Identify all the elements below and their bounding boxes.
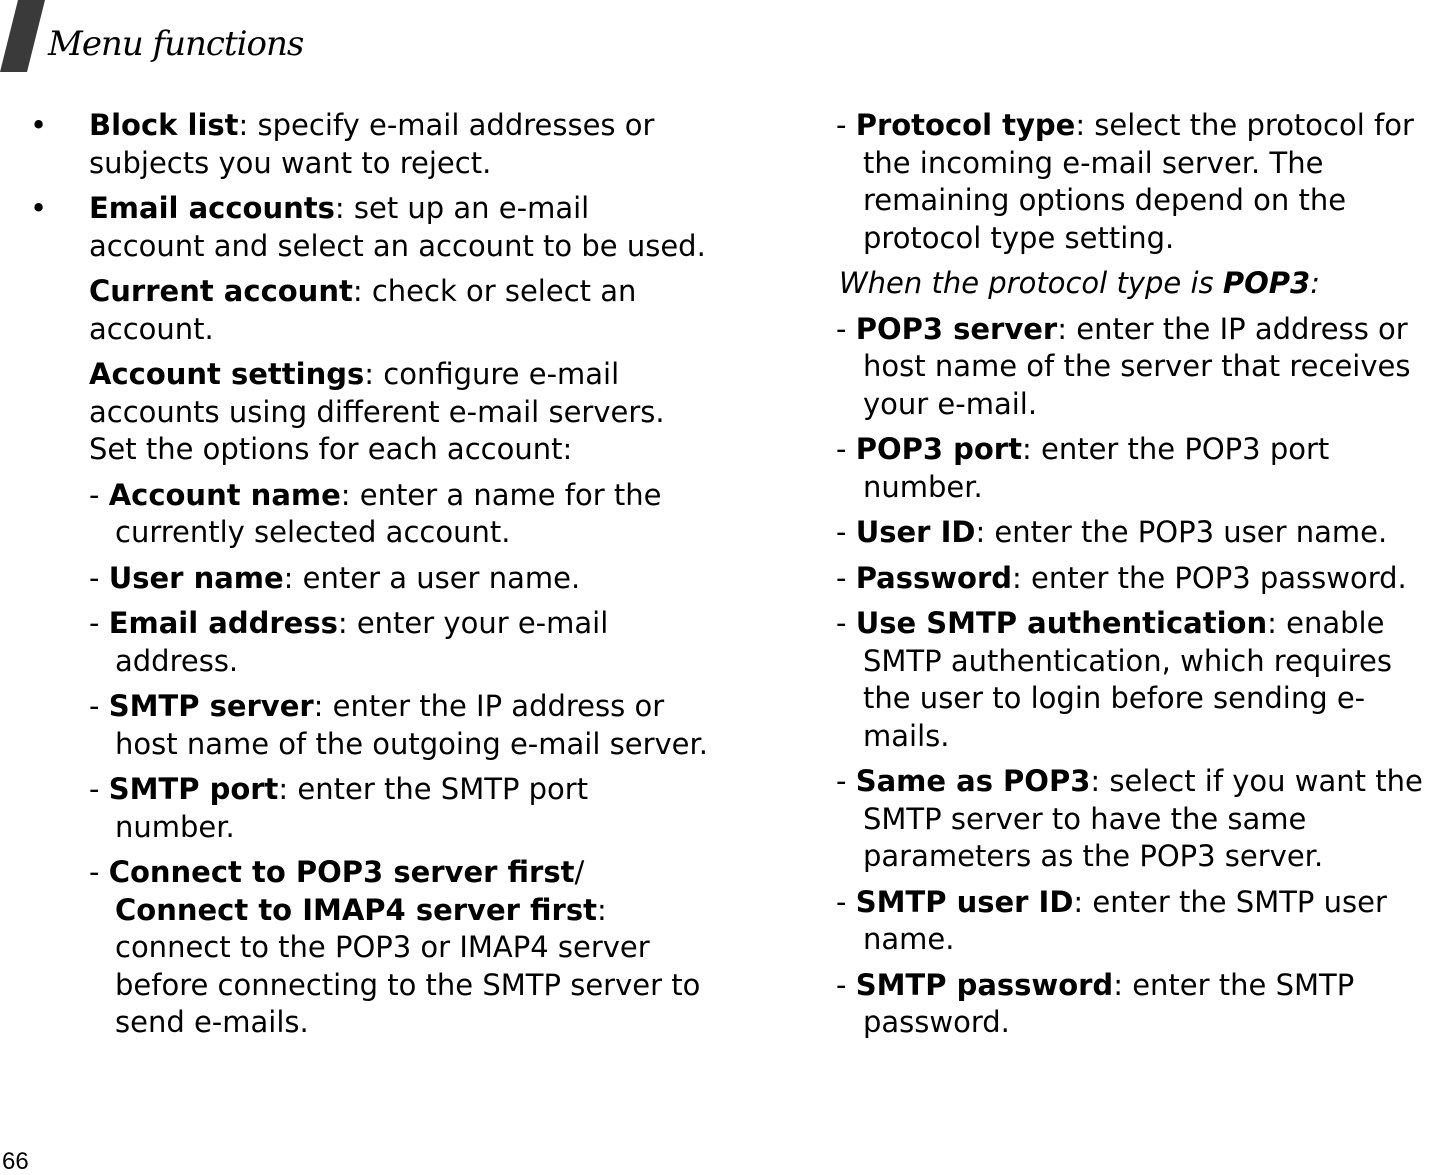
item-term: Account name	[108, 477, 341, 512]
note-prefix: When the protocol type is	[839, 266, 1223, 300]
list-item-pop3-server: - POP3 server: enter the IP address or host name of the server that receives your e-mail.	[836, 311, 1411, 421]
item-desc: : enter the SMTP port number.	[115, 772, 589, 844]
list-item-user-name: - User name: enter a user name.	[89, 560, 581, 595]
list-item-pop3-port: - POP3 port: enter the POP3 port number.	[836, 432, 1330, 504]
list-item-same-as-pop3: - Same as POP3: select if you want the SMTP server to have the same parameters as the POP3 server.	[836, 764, 1423, 873]
item-separator: /	[574, 855, 585, 889]
bullet-icon: •	[30, 191, 48, 225]
item-term: POP3 server	[855, 311, 1058, 346]
item-desc: : select the protocol for the incoming e-mail server. The remaining options depend on the protocol type setting.	[863, 108, 1414, 255]
list-item-smtp-user-id: - SMTP user ID: enter the SMTP user name.	[836, 884, 1387, 956]
item-term: Block list	[89, 108, 239, 142]
item-term: Password	[855, 560, 1013, 595]
item-desc: : enter the SMTP user name.	[863, 884, 1387, 956]
item-desc: : enter the POP3 port number.	[863, 432, 1330, 504]
item-term: Use SMTP authentication	[855, 606, 1268, 640]
page-number: 66	[2, 1148, 29, 1175]
bullet-icon: •	[30, 108, 48, 142]
item-desc: : enable SMTP authentication, which requires the user to login before sending e-mails.	[863, 606, 1393, 753]
item-desc: : enter the SMTP password.	[863, 967, 1355, 1039]
item-term: Email accounts	[89, 191, 335, 225]
item-term: User name	[108, 560, 284, 595]
list-item-user-id: - User ID: enter the POP3 user name.	[836, 515, 1388, 549]
item-desc: : enter the IP address or host name of the server that receives your e-mail.	[863, 311, 1411, 421]
item-term: POP3 port	[855, 432, 1022, 466]
note-suffix: :	[1310, 266, 1320, 300]
item-term: Protocol type	[855, 108, 1076, 142]
item-term-2: Connect to IMAP4 server first	[115, 892, 597, 927]
list-item-smtp-password: - SMTP password: enter the SMTP password.	[836, 967, 1355, 1039]
list-item-account-settings	[30, 356, 710, 469]
item-term: User ID	[855, 515, 976, 549]
item-term: Account settings	[89, 357, 365, 391]
item-desc: : enter a user name.	[283, 560, 581, 595]
item-desc: : enter the IP address or host name of the outgoing e-mail server.	[115, 689, 708, 761]
list-item-protocol-type: - Protocol type: select the protocol for the incoming e-mail server. The remaining options depend on the protocol type setting.	[836, 108, 1414, 255]
list-item-connect-first: - Connect to POP3 server first/ Connect to IMAP4 server first: connect to the POP3 or IMAP4 server before connecting to the SMTP server to send e-mails.	[89, 855, 701, 1039]
item-desc: : connect to the POP3 or IMAP4 server before connecting to the SMTP server to send e-mails.	[115, 892, 701, 1039]
list-item-use-smtp-auth: - Use SMTP authentication: enable SMTP authentication, which requires the user to login before sending e-mails.	[836, 606, 1393, 753]
right-column	[836, 107, 1441, 1050]
item-term: SMTP server	[108, 689, 314, 723]
item-desc: : enter a name for the currently selected account.	[115, 477, 662, 549]
item-term: Same as POP3	[855, 764, 1091, 798]
item-desc: : enter the POP3 user name.	[975, 515, 1388, 549]
item-term: Connect to POP3 server first	[108, 855, 575, 889]
item-term: SMTP user ID	[855, 884, 1074, 919]
list-item-account-name: - Account name: enter a name for the currently selected account.	[89, 477, 662, 549]
item-term: SMTP port	[108, 772, 279, 806]
list-item-block-list	[30, 107, 710, 182]
header-tab-marker	[0, 0, 45, 72]
item-term: SMTP password	[855, 967, 1114, 1002]
item-desc: : set up an e-mail account and select an account to be used.	[89, 191, 706, 263]
item-desc: : check or select an account.	[89, 274, 637, 346]
list-item-email-address: - Email address: enter your e-mail address.	[89, 606, 609, 678]
note-emphasis: POP3	[1222, 266, 1311, 300]
list-item-password: - Password: enter the POP3 password.	[836, 560, 1407, 595]
item-desc: : configure e-mail accounts using different e-mail servers. Set the options for each account:	[89, 357, 665, 466]
list-item-smtp-port: - SMTP port: enter the SMTP port number.	[89, 772, 589, 844]
page-header-title: Menu functions	[48, 24, 304, 64]
left-column	[30, 107, 710, 1050]
list-item-current-account	[30, 273, 710, 348]
protocol-note	[836, 265, 1441, 303]
list-item-email-accounts	[30, 190, 710, 265]
item-term: Current account	[89, 274, 353, 308]
item-term: Email address	[108, 606, 338, 640]
list-item-smtp-server: - SMTP server: enter the IP address or host name of the outgoing e-mail server.	[89, 689, 708, 761]
item-desc: : specify e-mail addresses or subjects you want to reject.	[89, 108, 655, 180]
item-desc: : select if you want the SMTP server to have the same parameters as the POP3 server.	[863, 764, 1423, 873]
item-desc: : enter your e-mail address.	[115, 606, 609, 678]
item-desc: : enter the POP3 password.	[1012, 560, 1407, 595]
